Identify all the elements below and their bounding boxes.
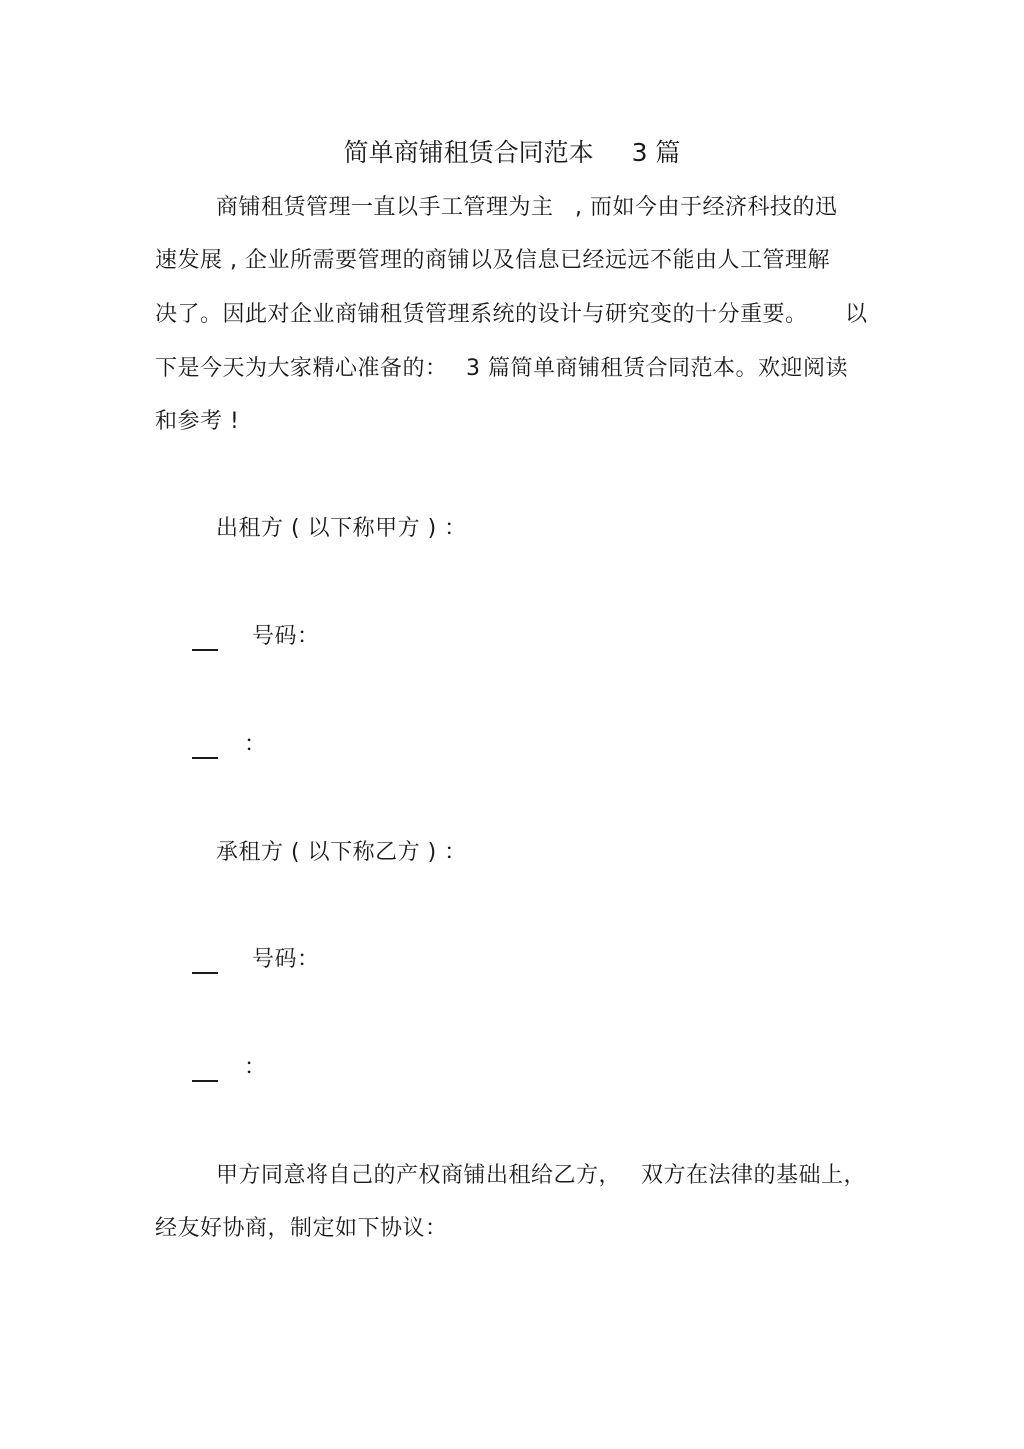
agreement-line-1b: 双方在法律的基础上， [641, 1163, 867, 1188]
lessee-number-label: 号码： [252, 947, 320, 972]
intro-line-2: 速发展 , 企业所需要管理的商铺以及信息已经远远不能由人工管理解 [155, 248, 830, 273]
lessor-colon: ： [244, 732, 267, 757]
title-count: 3 篇 [631, 138, 681, 167]
lessor-number-blank [192, 649, 218, 651]
intro-line-4b: 3 篇简单商铺租赁合同范本。欢迎阅读 [466, 356, 848, 381]
intro-line-5: 和参考 ! [155, 409, 240, 434]
lessee-blank [192, 1080, 218, 1082]
lessor-label: 出租方 ( 以下称甲方 ) ： [216, 516, 467, 541]
agreement-line-1a: 甲方同意将自己的产权商铺出租给乙方， [216, 1163, 622, 1188]
lessor-number-label: 号码： [252, 624, 320, 649]
intro-line-3b: 以 [845, 302, 868, 327]
intro-line-1b: , 而如今由于经济科技的迅 [575, 195, 838, 220]
intro-line-4a: 下是今天为大家精心准备的： [155, 356, 448, 381]
lessor-blank [192, 757, 218, 759]
lessee-colon: ： [244, 1055, 267, 1080]
lessee-number-blank [192, 972, 218, 974]
intro-line-3a: 决了。因此对企业商铺租赁管理系统的设计与研究变的十分重要。 [155, 302, 808, 327]
intro-line-1a: 商铺租赁管理一直以手工管理为主 [216, 195, 554, 220]
document-title [0, 136, 1024, 170]
lessee-label: 承租方 ( 以下称乙方 ) ： [216, 840, 467, 865]
title-main: 简单商铺租赁合同范本 [343, 138, 594, 167]
agreement-line-2: 经友好协商，制定如下协议： [155, 1216, 448, 1241]
